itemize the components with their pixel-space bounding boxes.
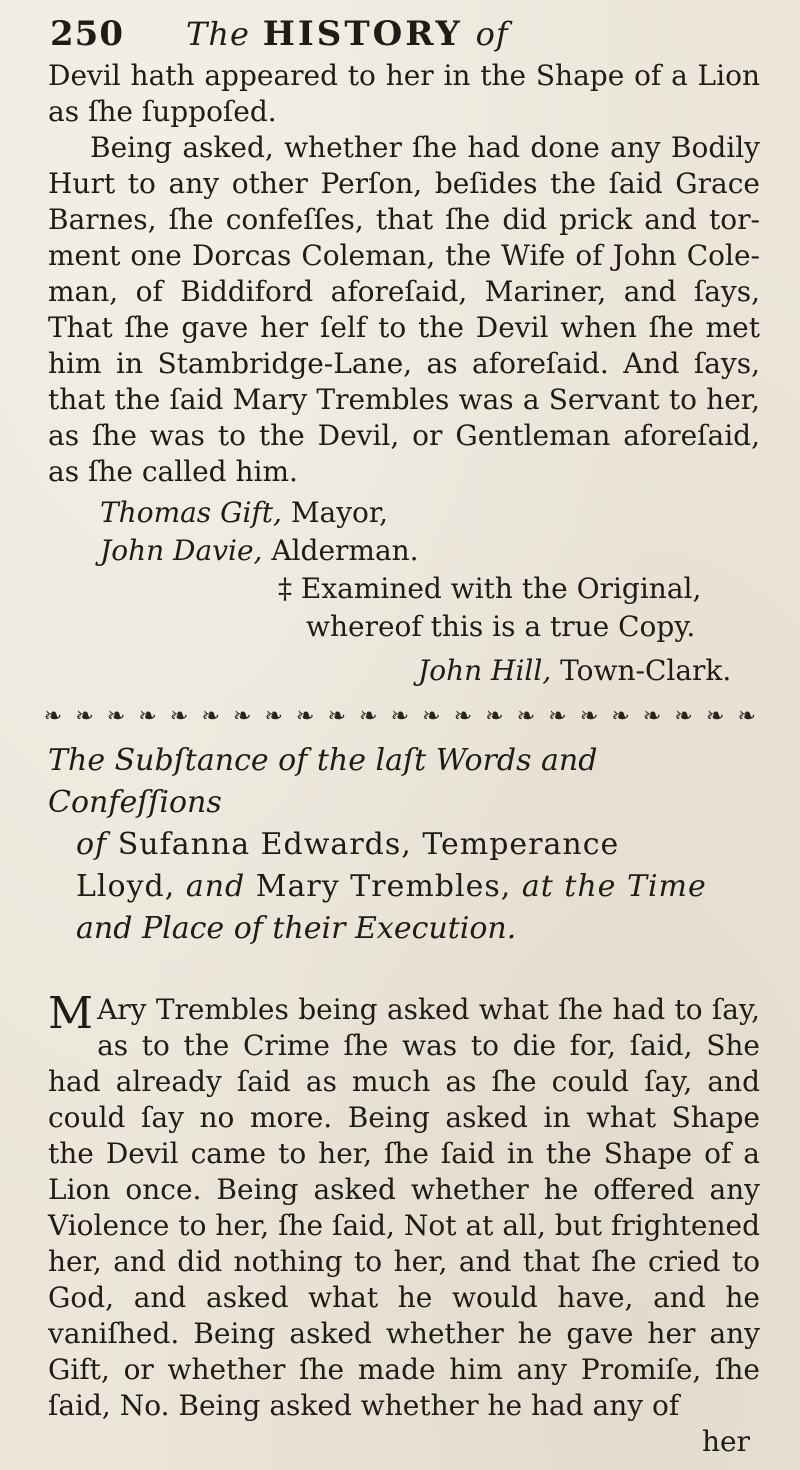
section-title-line-3 xyxy=(76,866,760,908)
official-name: John Davie, xyxy=(100,534,263,567)
section-title-line-1: The Subſtance of the laſt Words and Confeſſions xyxy=(48,743,598,820)
ornament-icon: ❧ xyxy=(579,704,599,729)
ornament-icon: ❧ xyxy=(705,704,725,729)
paragraph-3-block xyxy=(48,988,760,1460)
examined-line-2: whereof this is a true Copy. xyxy=(306,610,696,643)
official-mayor xyxy=(100,494,760,532)
paragraph-3-text: Ary Trembles being asked what ſhe had to ſay, as to the Crime ſhe was to die for, ſaid, She had already ſaid as much as ſhe could ſay, and could ſay no more. Being asked in what Shape the Devil came to her, ſhe ſaid in the Shape of a Lion once. Being asked whether he offered any Violence to her, ſhe ſaid, Not at all, but frightened her, and did nothing to her, and that ſhe cried to God, and asked what he would have, and he vaniſhed. Being asked whether he gave her any Gift, or whether ſhe made him any Promiſe, ſhe ſaid, No. Being asked whether he had any of xyxy=(48,993,760,1422)
paragraph-2: Being asked, whether ſhe had done any Bodily Hurt to any other Perſon, beſides the ſaid Grace Barnes, ſhe confeſſes, that ſhe did prick and torment one Dorcas Coleman, the Wife of John Coleman, of Biddiford aforeſaid, Mariner, and ſays, That ſhe gave her ſelf to the Devil when ſhe met him in Stambridge-Lane, as aforeſaid. And ſays, that the ſaid Mary Trembles was a Servant to her, as ſhe was to the Devil, or Gentleman aforeſaid, as ſhe called him. xyxy=(48,131,760,488)
title-at-time: at the Time xyxy=(521,869,707,904)
text-block xyxy=(43,58,760,1460)
page-number: 250 xyxy=(50,14,124,54)
ornament-icon: ❧ xyxy=(264,704,283,729)
ornament-icon: ❧ xyxy=(548,704,567,729)
running-head-suffix: of xyxy=(475,15,509,53)
running-head-prefix: The xyxy=(186,15,250,53)
ornament-icon: ❧ xyxy=(422,704,441,729)
ornament-icon: ❧ xyxy=(642,704,662,729)
title-names: Sufanna Edwards, Temperance xyxy=(117,827,620,862)
ornament-icon: ❧ xyxy=(138,704,157,729)
title-and: and xyxy=(185,869,246,904)
examined-line-1: ‡ Examined with the Original, xyxy=(278,572,702,605)
section-title-line-2 xyxy=(76,824,760,866)
ornament-icon: ❧ xyxy=(359,704,378,729)
ornament-icon: ❧ xyxy=(201,704,220,729)
ornament-icon: ❧ xyxy=(737,704,756,729)
ornament-icon: ❧ xyxy=(232,704,252,729)
ornament-icon: ❧ xyxy=(516,704,536,729)
ornament-icon: ❧ xyxy=(674,704,693,729)
running-head-main: HISTORY xyxy=(262,14,463,54)
ornament-icon: ❧ xyxy=(390,704,410,729)
ornament-icon: ❧ xyxy=(611,704,630,729)
officials-list xyxy=(48,494,760,570)
town-clerk-signature xyxy=(418,650,760,692)
ornament-icon: ❧ xyxy=(106,704,126,729)
ornament-icon: ❧ xyxy=(296,704,315,729)
ornamental-rule xyxy=(40,702,760,732)
official-title: Mayor, xyxy=(290,496,389,529)
ornament-icon: ❧ xyxy=(169,704,189,729)
catchword: her xyxy=(702,1425,750,1458)
official-name: Thomas Gift, xyxy=(100,496,282,529)
signature-name: John Hill, xyxy=(418,654,552,687)
ornament-icon: ❧ xyxy=(43,704,63,729)
ornament-icon: ❧ xyxy=(453,704,473,729)
paragraph-3 xyxy=(48,988,760,1424)
title-of: of xyxy=(76,827,108,862)
ornament-icon: ❧ xyxy=(485,704,504,729)
official-alderman xyxy=(100,532,760,570)
official-title: Alderman. xyxy=(271,534,419,567)
section-title-line-4: and Place of their Execution. xyxy=(76,911,517,946)
signature-title: Town-Clark. xyxy=(560,654,732,687)
title-name-lloyd: Lloyd, xyxy=(76,869,176,904)
running-head xyxy=(186,14,509,54)
section-title xyxy=(48,740,760,950)
title-name-trembles: Mary Trembles, xyxy=(255,869,512,904)
ornament-icon: ❧ xyxy=(327,704,346,729)
ornament-icon: ❧ xyxy=(75,704,94,729)
drop-capital: M xyxy=(48,988,94,1039)
paragraph-1: Devil hath appeared to her in the Shape of a Lion as ſhe ſuppoſed. xyxy=(48,59,760,128)
